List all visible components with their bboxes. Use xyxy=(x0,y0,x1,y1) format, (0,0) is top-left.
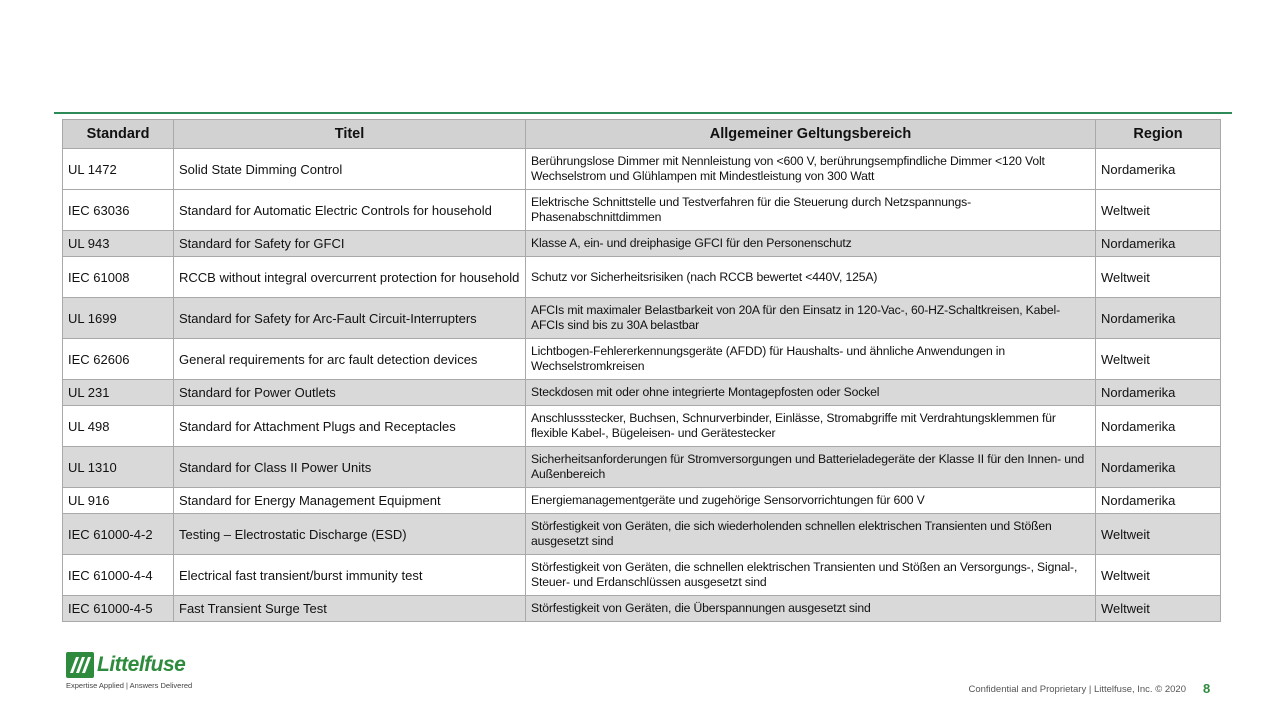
cell-region: Nordamerika xyxy=(1096,231,1221,257)
cell-standard: UL 498 xyxy=(63,406,174,447)
cell-standard: UL 943 xyxy=(63,231,174,257)
cell-title: Testing – Electrostatic Discharge (ESD) xyxy=(174,514,526,555)
cell-title: Solid State Dimming Control xyxy=(174,149,526,190)
cell-region: Nordamerika xyxy=(1096,380,1221,406)
table-row xyxy=(63,555,1221,596)
cell-standard: IEC 62606 xyxy=(63,339,174,380)
cell-scope: Störfestigkeit von Geräten, die sich wiederholenden schnellen elektrischen Transienten und Stößen ausgesetzt sind xyxy=(526,514,1096,555)
table-row xyxy=(63,380,1221,406)
cell-region: Weltweit xyxy=(1096,555,1221,596)
table-row xyxy=(63,596,1221,622)
cell-title: Electrical fast transient/burst immunity test xyxy=(174,555,526,596)
cell-title: Standard for Safety for GFCI xyxy=(174,231,526,257)
table-row xyxy=(63,406,1221,447)
header-scope: Allgemeiner Geltungsbereich xyxy=(526,120,1096,149)
table-row xyxy=(63,514,1221,555)
cell-standard: UL 1472 xyxy=(63,149,174,190)
cell-region: Nordamerika xyxy=(1096,488,1221,514)
cell-scope: Steckdosen mit oder ohne integrierte Montagepfosten oder Sockel xyxy=(526,380,1096,406)
cell-scope: Anschlussstecker, Buchsen, Schnurverbinder, Einlässe, Stromabgriffe mit Verdrahtungsklemmen für flexible Kabel-, Bügeleisen- und Gerätestecker xyxy=(526,406,1096,447)
cell-region: Weltweit xyxy=(1096,257,1221,298)
cell-title: Fast Transient Surge Test xyxy=(174,596,526,622)
cell-title: General requirements for arc fault detection devices xyxy=(174,339,526,380)
cell-title: Standard for Class II Power Units xyxy=(174,447,526,488)
cell-standard: IEC 61000-4-4 xyxy=(63,555,174,596)
top-divider xyxy=(54,112,1232,114)
cell-region: Nordamerika xyxy=(1096,298,1221,339)
cell-scope: Schutz vor Sicherheitsrisiken (nach RCCB bewertet <440V, 125A) xyxy=(526,257,1096,298)
cell-scope: Sicherheitsanforderungen für Stromversorgungen und Batterieladegeräte der Klasse II für den Innen- und Außenbereich xyxy=(526,447,1096,488)
table-row xyxy=(63,488,1221,514)
cell-scope: Lichtbogen-Fehlererkennungsgeräte (AFDD) für Haushalts- und ähnliche Anwendungen in Wechselstromkreisen xyxy=(526,339,1096,380)
cell-region: Nordamerika xyxy=(1096,447,1221,488)
cell-region: Weltweit xyxy=(1096,190,1221,231)
company-branding xyxy=(66,652,192,690)
table-header-row xyxy=(63,120,1221,149)
cell-standard: UL 231 xyxy=(63,380,174,406)
header-region: Region xyxy=(1096,120,1221,149)
cell-scope: Energiemanagementgeräte und zugehörige Sensorvorrichtungen für 600 V xyxy=(526,488,1096,514)
company-tagline: Expertise Applied | Answers Delivered xyxy=(66,681,193,690)
table-row xyxy=(63,298,1221,339)
cell-title: Standard for Energy Management Equipment xyxy=(174,488,526,514)
littelfuse-logo-icon xyxy=(66,652,94,678)
table-row xyxy=(63,231,1221,257)
confidential-notice: Confidential and Proprietary | Littelfuse, Inc. © 2020 xyxy=(968,684,1186,695)
cell-region: Weltweit xyxy=(1096,596,1221,622)
cell-standard: IEC 61000-4-5 xyxy=(63,596,174,622)
cell-standard: IEC 61000-4-2 xyxy=(63,514,174,555)
cell-title: Standard for Automatic Electric Controls for household xyxy=(174,190,526,231)
cell-region: Nordamerika xyxy=(1096,406,1221,447)
cell-region: Weltweit xyxy=(1096,514,1221,555)
cell-standard: UL 1310 xyxy=(63,447,174,488)
cell-title: Standard for Attachment Plugs and Receptacles xyxy=(174,406,526,447)
table-row xyxy=(63,339,1221,380)
cell-standard: IEC 61008 xyxy=(63,257,174,298)
cell-title: RCCB without integral overcurrent protection for household xyxy=(174,257,526,298)
table-row xyxy=(63,190,1221,231)
header-title: Titel xyxy=(174,120,526,149)
cell-scope: Störfestigkeit von Geräten, die Überspannungen ausgesetzt sind xyxy=(526,596,1096,622)
standards-table-container xyxy=(62,119,1220,622)
cell-scope: Berührungslose Dimmer mit Nennleistung von <600 V, berührungsempfindliche Dimmer <120 Volt Wechselstrom und Glühlampen mit Mindestleistung von 300 Watt xyxy=(526,149,1096,190)
header-standard: Standard xyxy=(63,120,174,149)
logo-wordmark: Littelfuse xyxy=(97,653,186,676)
standards-table xyxy=(62,119,1221,622)
cell-region: Nordamerika xyxy=(1096,149,1221,190)
cell-scope: Störfestigkeit von Geräten, die schnellen elektrischen Transienten und Stößen an Versorgungs-, Signal-, Steuer- und Erdanschlüssen ausgesetzt sind xyxy=(526,555,1096,596)
table-row xyxy=(63,257,1221,298)
cell-title: Standard for Safety for Arc-Fault Circuit-Interrupters xyxy=(174,298,526,339)
cell-standard: UL 1699 xyxy=(63,298,174,339)
page-number: 8 xyxy=(1203,681,1211,696)
cell-scope: Elektrische Schnittstelle und Testverfahren für die Steuerung durch Netzspannungs-Phasenabschnittdimmen xyxy=(526,190,1096,231)
table-row xyxy=(63,149,1221,190)
cell-scope: Klasse A, ein- und dreiphasige GFCI für den Personenschutz xyxy=(526,231,1096,257)
table-row xyxy=(63,447,1221,488)
cell-standard: UL 916 xyxy=(63,488,174,514)
logo xyxy=(66,652,192,678)
cell-scope: AFCIs mit maximaler Belastbarkeit von 20A für den Einsatz in 120-Vac-, 60-HZ-Schaltkreisen, Kabel-AFCIs sind bis zu 30A belastbar xyxy=(526,298,1096,339)
cell-standard: IEC 63036 xyxy=(63,190,174,231)
cell-region: Weltweit xyxy=(1096,339,1221,380)
cell-title: Standard for Power Outlets xyxy=(174,380,526,406)
